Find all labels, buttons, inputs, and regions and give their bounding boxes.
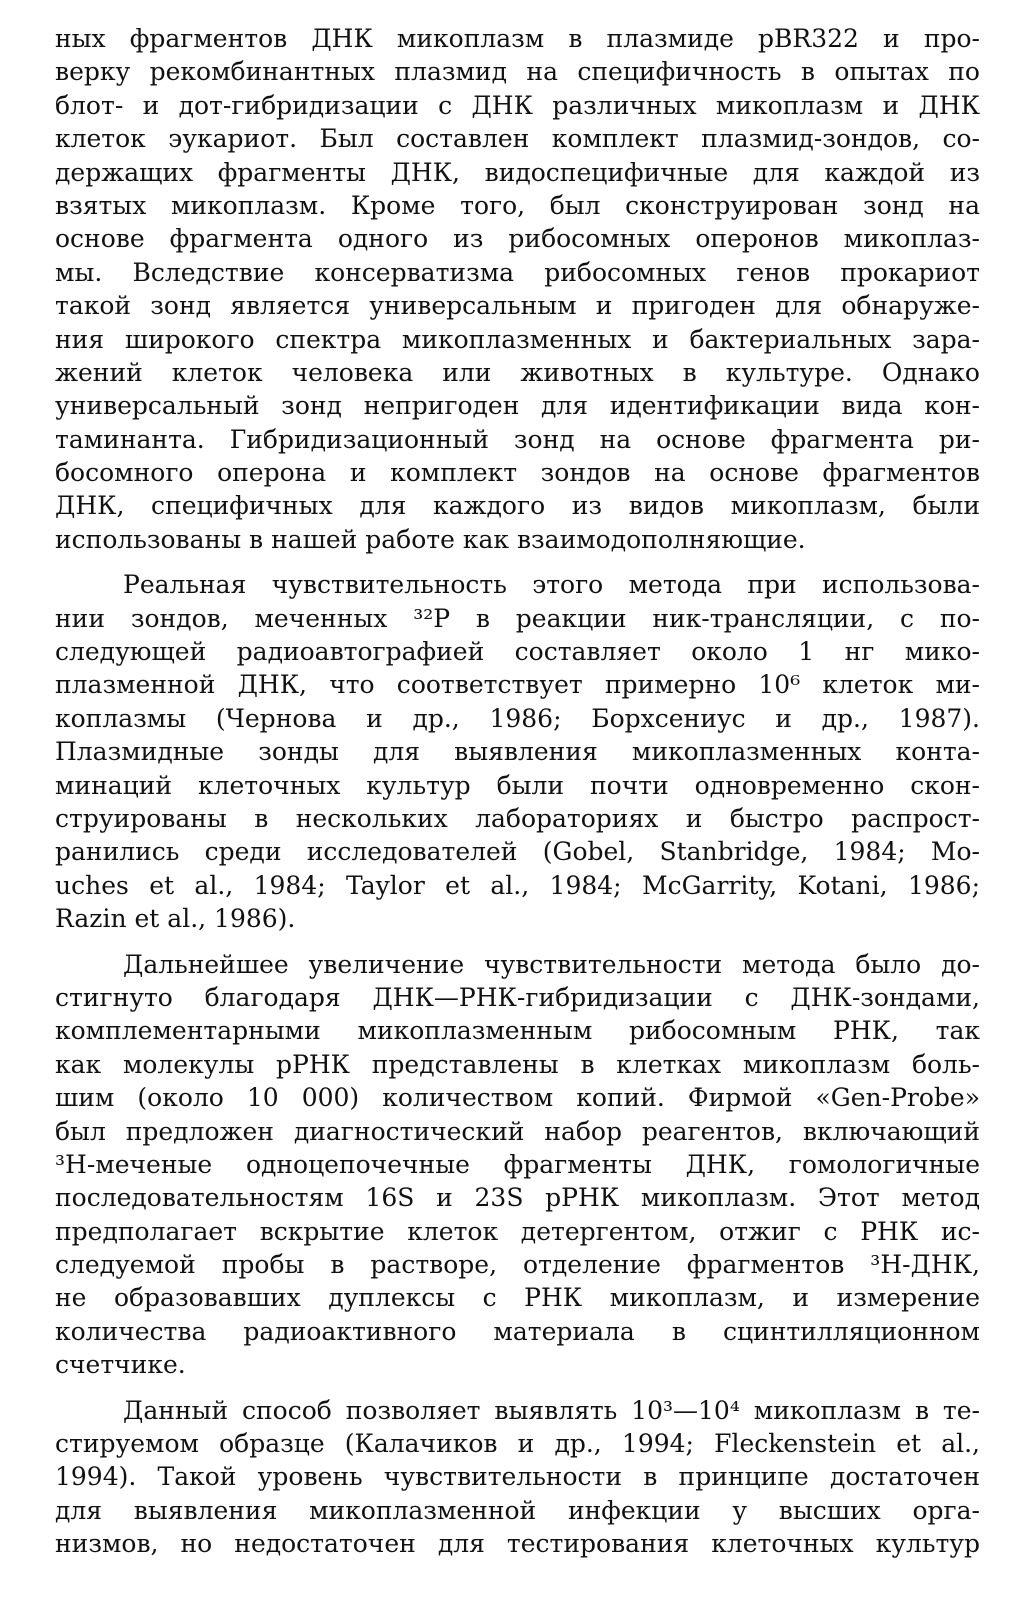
- paragraph-2: [55, 568, 980, 935]
- text-line: для выявления микоплазменной инфекции у высших орга-: [55, 1495, 980, 1525]
- text-line: ных фрагментов ДНК микоплазм в плазмиде pBR322 и про-: [55, 24, 980, 53]
- text-line: основе фрагмента одного из рибосомных оперонов микоплаз-: [55, 224, 980, 254]
- text-line: счетчике.: [55, 1350, 186, 1380]
- text-line: жений клеток человека или животных в культуре. Однако: [55, 357, 980, 387]
- text-line: количества радиоактивного материала в сцинтилляционном: [55, 1316, 980, 1346]
- text-line: Реальная чувствительность этого метода при использова-: [123, 570, 980, 600]
- text-line: нии зондов, меченных ³²P в реакции ник-трансляции, с по-: [55, 603, 980, 633]
- text-line: Razin et al., 1986).: [55, 904, 296, 934]
- document-page: [55, 22, 980, 1561]
- text-line: взятых микоплазм. Кроме того, был сконструирован зонд на: [55, 190, 980, 220]
- text-line: следующей радиоавтографией составляет около 1 нг мико-: [55, 637, 980, 667]
- text-line: мы. Вследствие консерватизма рибосомных генов прокариот: [55, 257, 980, 287]
- paragraph-3: [55, 948, 980, 1382]
- text-line: держащих фрагменты ДНК, видоспецифичные для каждой из: [55, 157, 980, 187]
- text-line: блот- и дот-гибридизации с ДНК различных микоплазм и ДНК: [55, 90, 980, 120]
- text-line: босомного оперона и комплект зондов на основе фрагментов: [55, 458, 980, 488]
- text-line: стигнуто благодаря ДНК—РНК-гибридизации с ДНК-зондами,: [55, 982, 980, 1012]
- text-line: низмов, но недостаточен для тестирования клеточных культур: [55, 1529, 980, 1559]
- text-line: Данный способ позволяет выявлять 10³—10⁴ микоплазм в те-: [123, 1395, 980, 1425]
- text-line: шим (около 10 000) количеством копий. Фирмой «Gen-Probe»: [55, 1083, 980, 1113]
- text-line: универсальный зонд непригоден для идентификации вида кон-: [55, 391, 980, 421]
- text-line: следуемой пробы в растворе, отделение фрагментов ³H-ДНК,: [55, 1250, 980, 1280]
- text-line: верку рекомбинантных плазмид на специфичность в опытах по: [55, 57, 980, 87]
- text-line: стируемом образце (Калачиков и др., 1994; Fleckenstein et al.,: [55, 1429, 980, 1459]
- text-line: плазменной ДНК, что соответствует примерно 10⁶ клеток ми-: [55, 670, 980, 700]
- text-line: ³H-меченые одноцепочечные фрагменты ДНК, гомологичные: [55, 1149, 980, 1179]
- text-line: был предложен диагностический набор реагентов, включающий: [55, 1116, 980, 1146]
- text-line: клеток эукариот. Был составлен комплект плазмид-зондов, со-: [55, 124, 980, 154]
- text-line: как молекулы рРНК представлены в клетках микоплазм боль-: [55, 1049, 980, 1079]
- text-line: предполагает вскрытие клеток детергентом, отжиг с РНК ис-: [55, 1216, 980, 1246]
- paragraph-4: [55, 1394, 980, 1561]
- text-line: ранились среди исследователей (Gobel, Stanbridge, 1984; Mo-: [55, 837, 980, 867]
- text-line: ДНК, специфичных для каждого из видов микоплазм, были: [55, 491, 980, 521]
- text-line: комплементарными микоплазменным рибосомным РНК, так: [55, 1016, 980, 1046]
- text-line: uches et al., 1984; Taylor et al., 1984; McGarrity, Kotani, 1986;: [55, 870, 980, 900]
- text-line: таминанта. Гибридизационный зонд на основе фрагмента ри-: [55, 424, 980, 454]
- text-line: использованы в нашей работе как взаимодополняющие.: [55, 524, 806, 554]
- text-line: коплазмы (Чернова и др., 1986; Борхсениус и др., 1987).: [55, 703, 980, 733]
- paragraph-1: [55, 22, 980, 556]
- text-line: Плазмидные зонды для выявления микоплазменных конта-: [55, 737, 980, 767]
- text-line: ния широкого спектра микоплазменных и бактериальных зара-: [55, 324, 980, 354]
- text-line: последовательностям 16S и 23S рРНК микоплазм. Этот метод: [55, 1183, 980, 1213]
- text-line: Дальнейшее увеличение чувствительности метода было до-: [123, 949, 980, 979]
- text-line: не образовавших дуплексы с РНК микоплазм, и измерение: [55, 1283, 980, 1313]
- text-line: струированы в нескольких лабораториях и быстро распрост-: [55, 803, 980, 833]
- text-line: такой зонд является универсальным и пригоден для обнаруже-: [55, 291, 980, 321]
- text-line: минаций клеточных культур были почти одновременно скон-: [55, 770, 980, 800]
- text-line: 1994). Такой уровень чувствительности в принципе достаточен: [55, 1462, 980, 1492]
